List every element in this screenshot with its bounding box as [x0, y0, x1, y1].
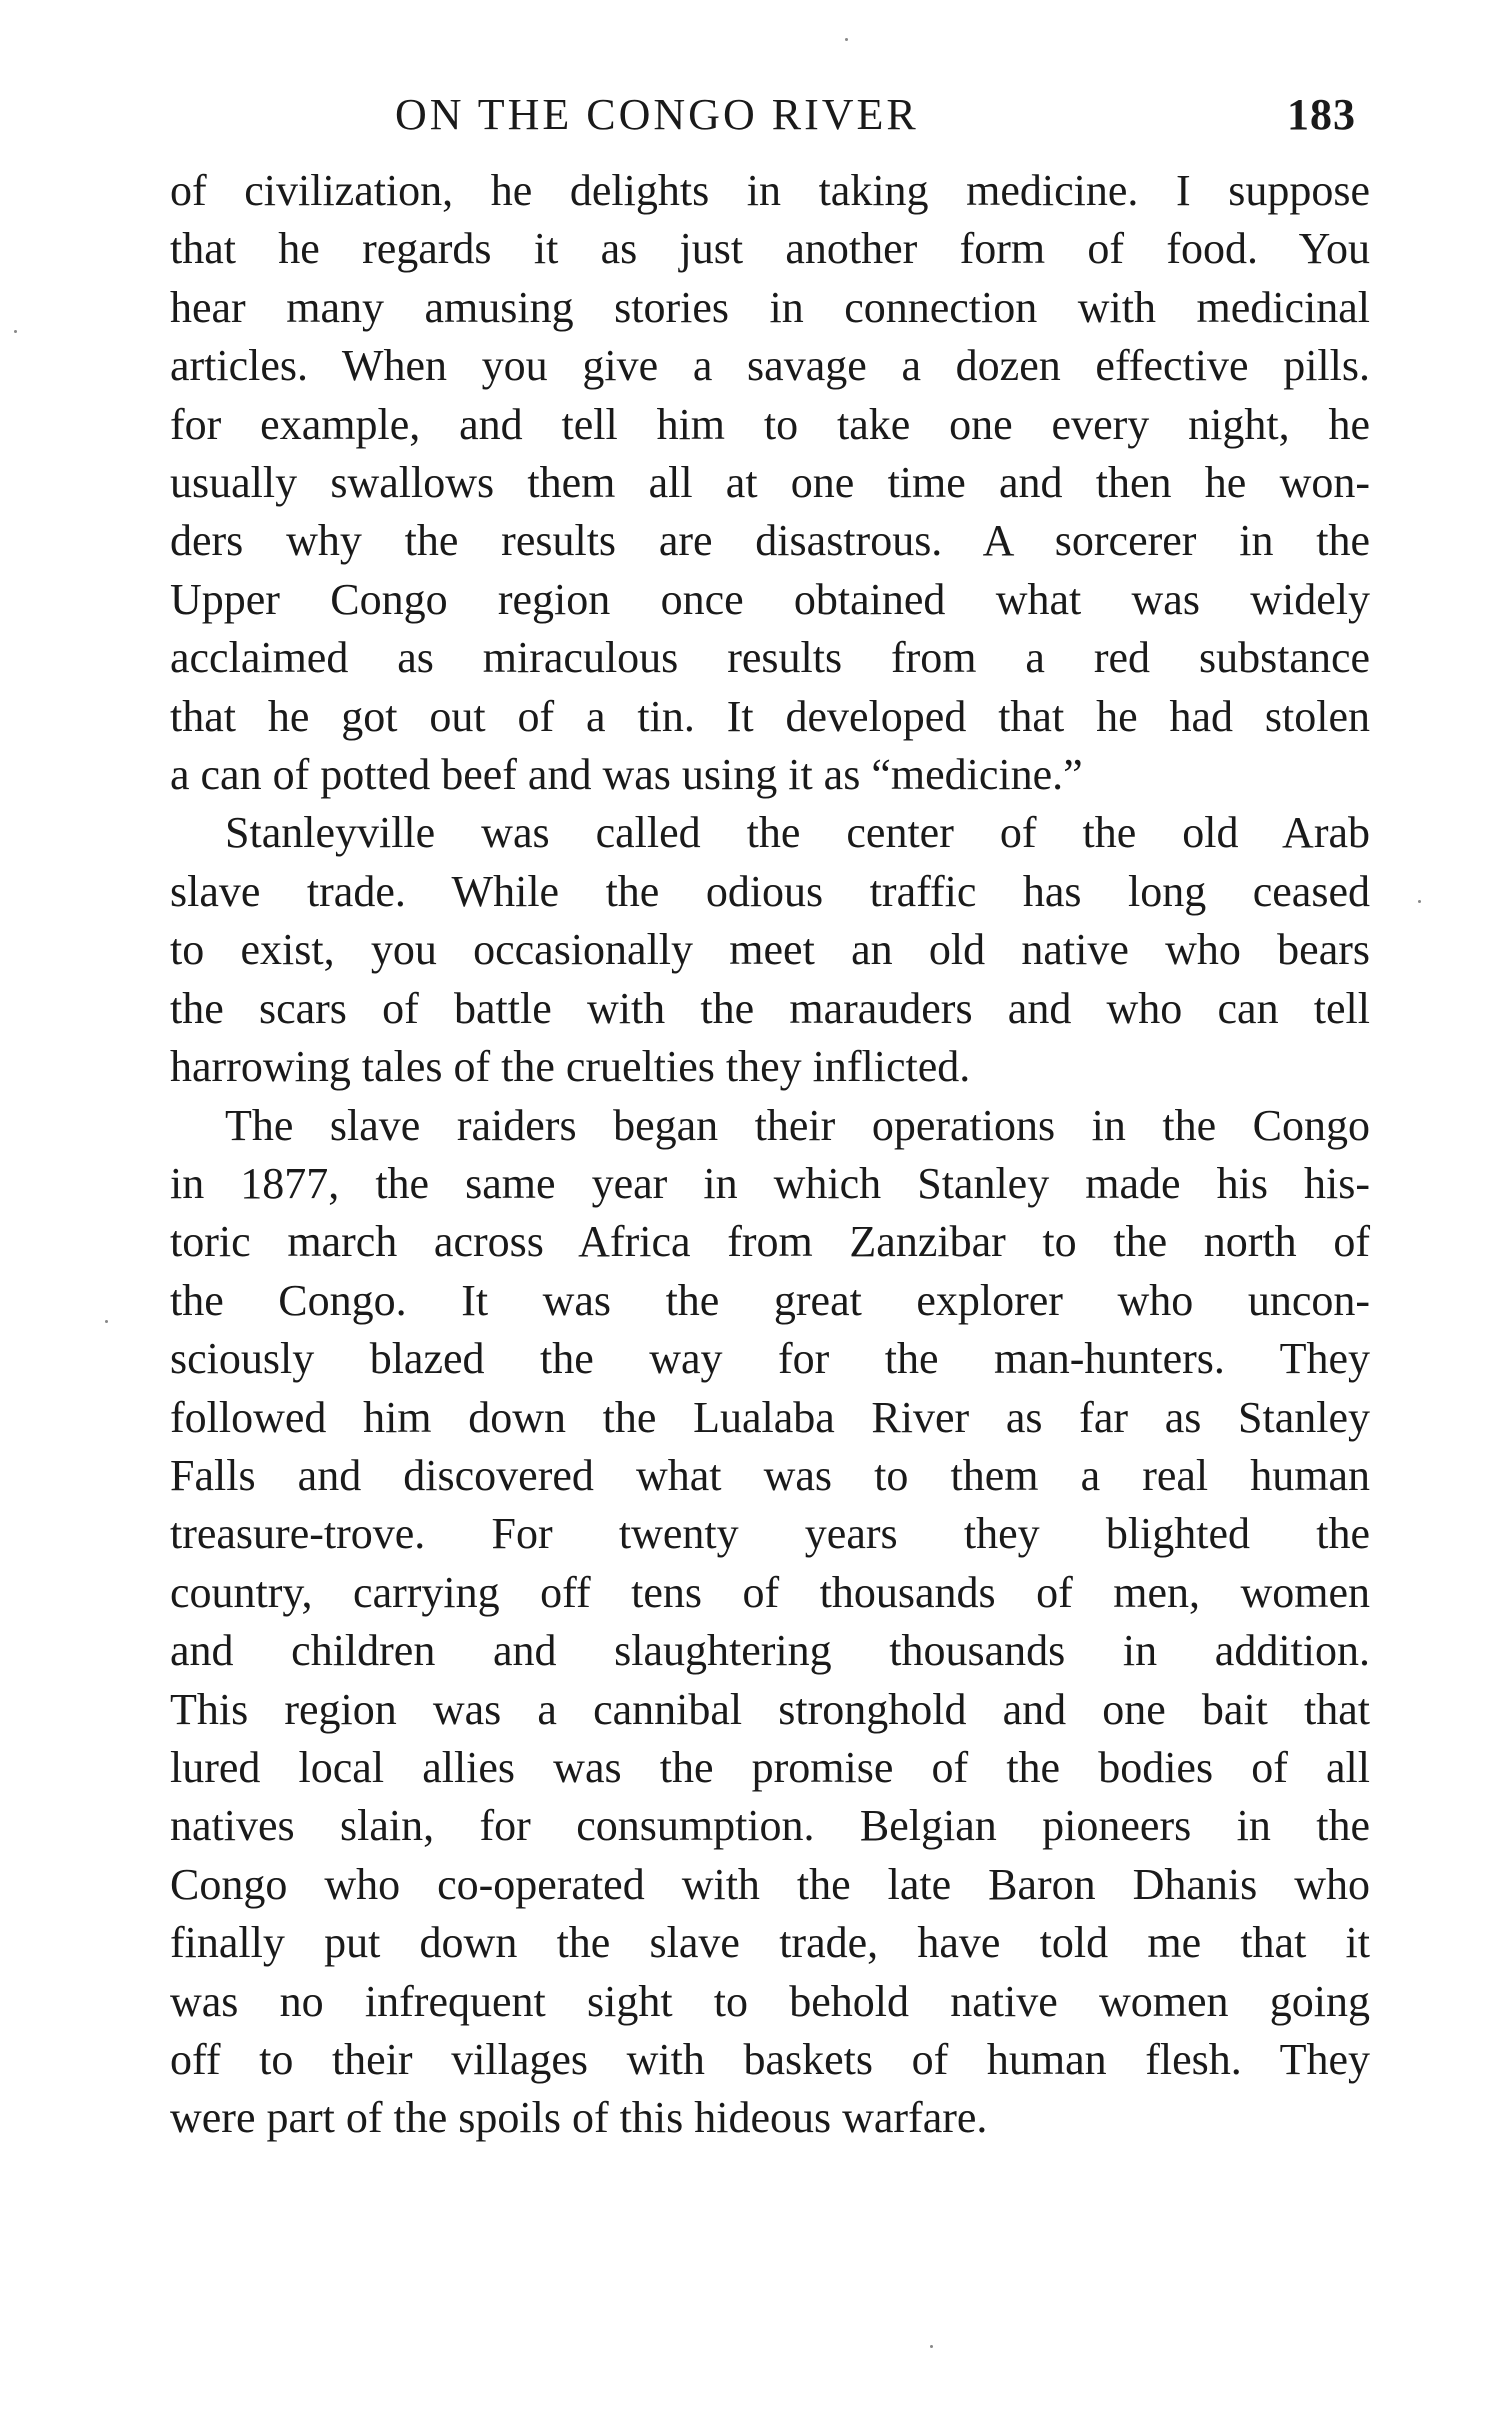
text-line: Falls and discovered what was to them a real human [170, 1450, 1370, 1500]
text-line: of civilization, he delights in taking medicine. I suppose [170, 166, 1370, 215]
running-title: ON THE CONGO RIVER [395, 90, 919, 139]
text-line: for example, and tell him to take one every night, he [170, 399, 1370, 449]
paragraph-1 [170, 162, 1370, 804]
body-text [170, 162, 1370, 2148]
page-header [170, 80, 1370, 150]
text-line: Congo who co-operated with the late Baron Dhanis who [170, 1859, 1370, 1909]
text-line: in 1877, the same year in which Stanley made his his- [170, 1158, 1370, 1208]
print-speck [845, 38, 848, 41]
text-line: toric march across Africa from Zanzibar to the north of [170, 1217, 1370, 1267]
paragraph-3 [170, 1097, 1370, 2148]
text-line: Upper Congo region once obtained what was widely [170, 574, 1370, 624]
text-line: treasure-trove. For twenty years they blighted the [170, 1509, 1370, 1559]
text-line: acclaimed as miraculous results from a red substance [170, 633, 1370, 683]
page-content [170, 80, 1370, 2148]
text-line: to exist, you occasionally meet an old native who bears [170, 925, 1370, 975]
text-line: sciously blazed the way for the man-hunters. They [170, 1334, 1370, 1384]
text-line: harrowing tales of the cruelties they inflicted. [170, 1042, 971, 1092]
text-line: the scars of battle with the marauders and who can tell [170, 983, 1370, 1033]
text-line: articles. When you give a savage a dozen effective pills. [170, 341, 1370, 391]
print-speck [930, 2345, 933, 2348]
page-number: 183 [1287, 90, 1356, 139]
text-line: hear many amusing stories in connection with medicinal [170, 282, 1370, 332]
paragraph-2 [170, 804, 1370, 1096]
text-line: were part of the spoils of this hideous warfare. [170, 2093, 988, 2143]
text-line: lured local allies was the promise of the bodies of all [170, 1742, 1370, 1792]
text-line: country, carrying off tens of thousands of men, women [170, 1567, 1370, 1617]
text-line: followed him down the Lualaba River as far as Stanley [170, 1392, 1370, 1442]
print-speck [1418, 900, 1421, 903]
text-line: a can of potted beef and was using it as “medicine.” [170, 750, 1083, 800]
text-line: finally put down the slave trade, have told me that it [170, 1918, 1370, 1968]
text-line: off to their villages with baskets of human flesh. They [170, 2035, 1370, 2084]
text-line: usually swallows them all at one time and then he won- [170, 458, 1370, 508]
text-line: and children and slaughtering thousands in addition. [170, 1626, 1370, 1676]
text-line: slave trade. While the odious traffic has long ceased [170, 866, 1370, 916]
print-speck [105, 1320, 108, 1323]
text-line: that he regards it as just another form of food. You [170, 224, 1370, 274]
text-line: was no infrequent sight to behold native women going [170, 1976, 1370, 2026]
text-line: the Congo. It was the great explorer who uncon- [170, 1275, 1370, 1325]
text-line: ders why the results are disastrous. A sorcerer in the [170, 516, 1370, 566]
text-line: The slave raiders began their operations in the Congo [225, 1100, 1370, 1150]
print-speck [14, 330, 17, 333]
text-line: This region was a cannibal stronghold and one bait that [170, 1684, 1370, 1734]
text-line: Stanleyville was called the center of the old Arab [225, 808, 1370, 858]
text-line: that he got out of a tin. It developed that he had stolen [170, 691, 1370, 741]
text-line: natives slain, for consumption. Belgian pioneers in the [170, 1801, 1370, 1851]
